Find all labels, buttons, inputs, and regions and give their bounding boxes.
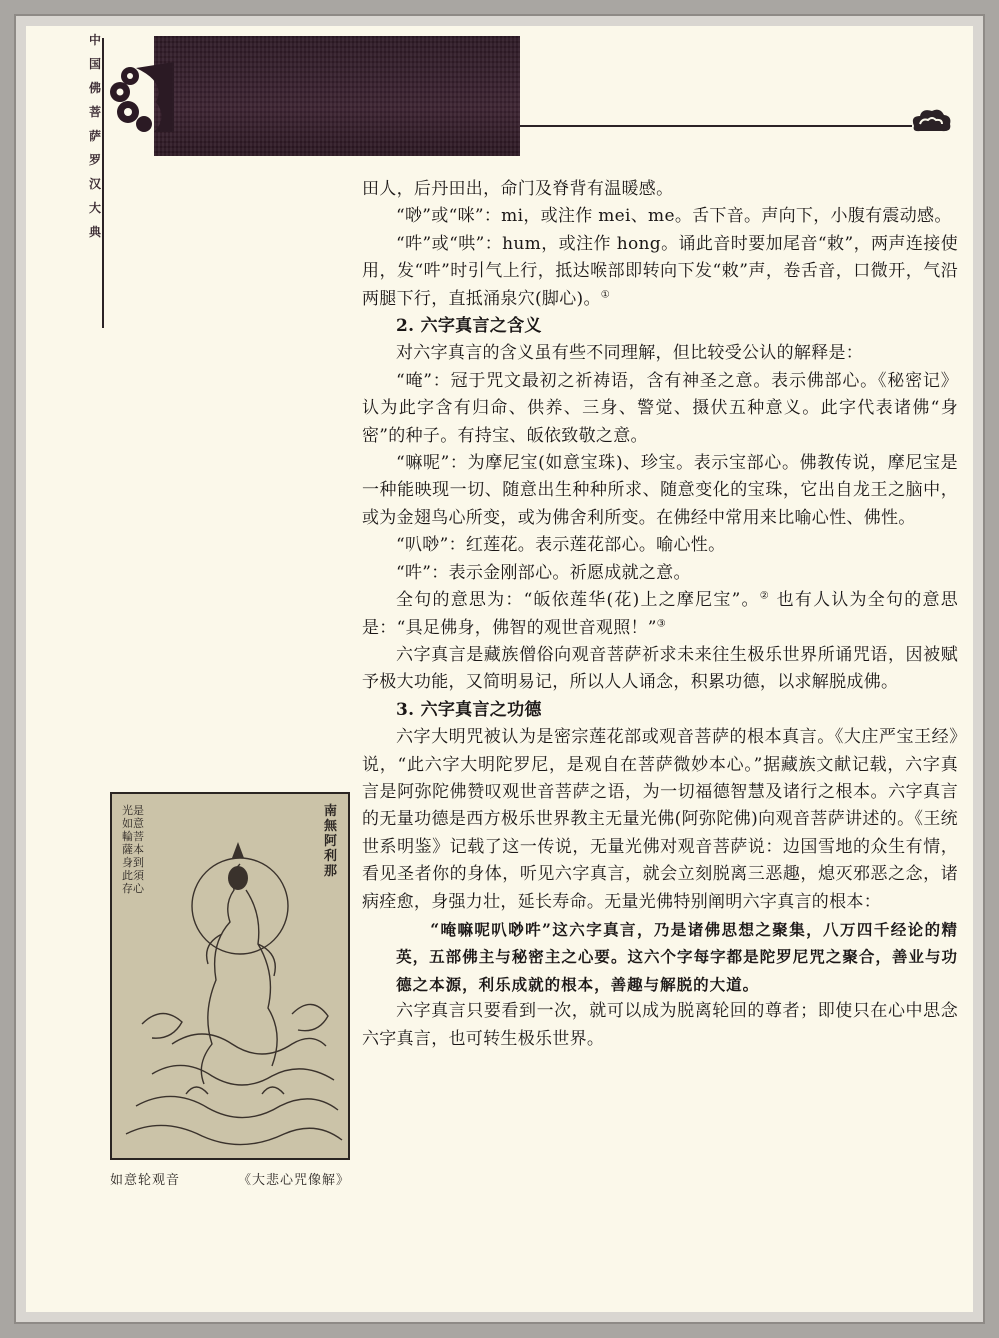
paragraph-text: 也有人认为全句的意思是：“具足佛身，佛智的观世音观照！”: [362, 590, 958, 638]
paragraph: 对六字真言的含义虽有些不同理解，但比较受公认的解释是：: [396, 343, 864, 364]
paragraph: 六字大明咒被认为是密宗莲花部或观音菩萨的根本真言。《大庄严宝王经》说，“此六字大明陀罗尼，是观自在菩萨微妙本心。”据藏族文献记载，六字真言是阿弥陀佛赞叹观世音菩萨之语，为一切福德智慧及诸行之根本。六字真言的无量功德是西方极乐世界教主无量光佛(阿弥陀佛)向观音菩萨讲述的。《王统世系明鉴》记载了这一传说，无量光佛对观音菩萨说：边国雪地的众生有情，看见圣者你的身体，听见六字真言，就会立刻脱离三恶趣，熄灭邪恶之念，诸病痊愈，身强力壮，延长寿命。无量光佛特别阐明六字真言的根本：: [362, 727, 958, 912]
footnote-marker: ②: [759, 590, 770, 602]
section-heading: 2. 六字真言之含义: [396, 316, 542, 337]
paragraph: “唵”：冠于咒文最初之祈祷语，含有神圣之意。表示佛部心。《秘密记》认为此字含有归命、供养、三身、警觉、摄伏五种意义。此字代表诸佛“身密”的种子。有持宝、皈依致敬之意。: [362, 370, 958, 446]
footnote-marker: ③: [656, 617, 667, 629]
book-page: [26, 26, 973, 1312]
series-title-char: 罗: [88, 153, 101, 167]
cloud-ornament-icon: [910, 108, 952, 134]
guanyin-illustration: [110, 792, 350, 1160]
series-title-vertical: [82, 34, 108, 250]
paragraph: [362, 231, 958, 313]
series-title-char: 萨: [88, 129, 101, 143]
paragraph: “吽”：表示金刚部心。祈愿成就之意。: [396, 562, 691, 583]
footnote-marker: ①: [600, 288, 611, 300]
paragraph: [362, 587, 958, 642]
figure-caption: [110, 1169, 350, 1188]
paragraph: 六字真言只要看到一次，就可以成为脱离轮回的尊者；即使只在心中思念六字真言，也可转生极乐世界。: [362, 1001, 958, 1049]
series-title-char: 佛: [88, 81, 101, 95]
series-title-char: 中: [88, 33, 101, 47]
series-title-char: 菩: [88, 105, 101, 119]
paragraph-text: 全句的意思为：“皈依莲华(花)上之摩尼宝”。: [396, 590, 760, 611]
inscription-right: 南無阿利那: [324, 804, 338, 879]
paragraph: “叭唦”：红莲花。表示莲花部心。喻心性。: [396, 535, 726, 556]
paragraph: 田人，后丹田出，命门及脊背有温暖感。: [362, 179, 674, 199]
paragraph: “唦”或“咪”：mi，或注作 mei、me。舌下音。声向下，小腹有震动感。: [396, 206, 952, 227]
inscription-left: 光是如意輪菩薩本身到此須存心: [122, 804, 144, 895]
header-band: [154, 36, 520, 156]
scroll-ornament-icon: [106, 62, 174, 134]
caption-source: 《大悲心咒像解》: [237, 1173, 350, 1188]
block-quote: “唵嘛呢叭唦吽”这六字真言，乃是诸佛思想之聚集，八万四千经论的精英，五部佛主与秘密主之心要。这六个字每字都是陀罗尼咒之聚合，善业与功德之本源，利乐成就的根本，善趣与解脱的大道。: [396, 919, 958, 994]
paragraph-text: “吽”或“哄”：hum，或注作 hong。诵此音时要加尾音“敕”，两声连接使用，发“吽”时引气上行，抵达喉部即转向下发“敕”声，卷舌音，口微开，气沿两腿下行，直抵涌泉穴(脚心)。: [362, 233, 958, 309]
caption-title: 如意轮观音: [110, 1173, 181, 1188]
section-heading: 3. 六字真言之功德: [396, 699, 542, 720]
header-rule: [520, 125, 912, 127]
paragraph: “嘛呢”：为摩尼宝(如意宝珠)、珍宝。表示宝部心。佛教传说，摩尼宝是一种能映现一切、随意出生种种所求、随意变化的宝珠，它出自龙王之脑中，或为金翅鸟心所变，或为佛舍利所变。在佛经中常用来比喻心性、佛性。: [362, 453, 958, 528]
body-text: [362, 176, 958, 1053]
series-title-char: 汉: [88, 177, 101, 191]
series-title-char: 国: [88, 57, 101, 71]
series-title-char: 典: [88, 225, 101, 239]
margin-rule: [102, 38, 104, 328]
paragraph: 六字真言是藏族僧俗向观音菩萨祈求未来往生极乐世界所诵咒语，因被赋予极大功能，又简明易记，所以人人诵念，积累功德，以求解脱成佛。: [362, 644, 958, 693]
series-title-char: 大: [88, 201, 101, 215]
